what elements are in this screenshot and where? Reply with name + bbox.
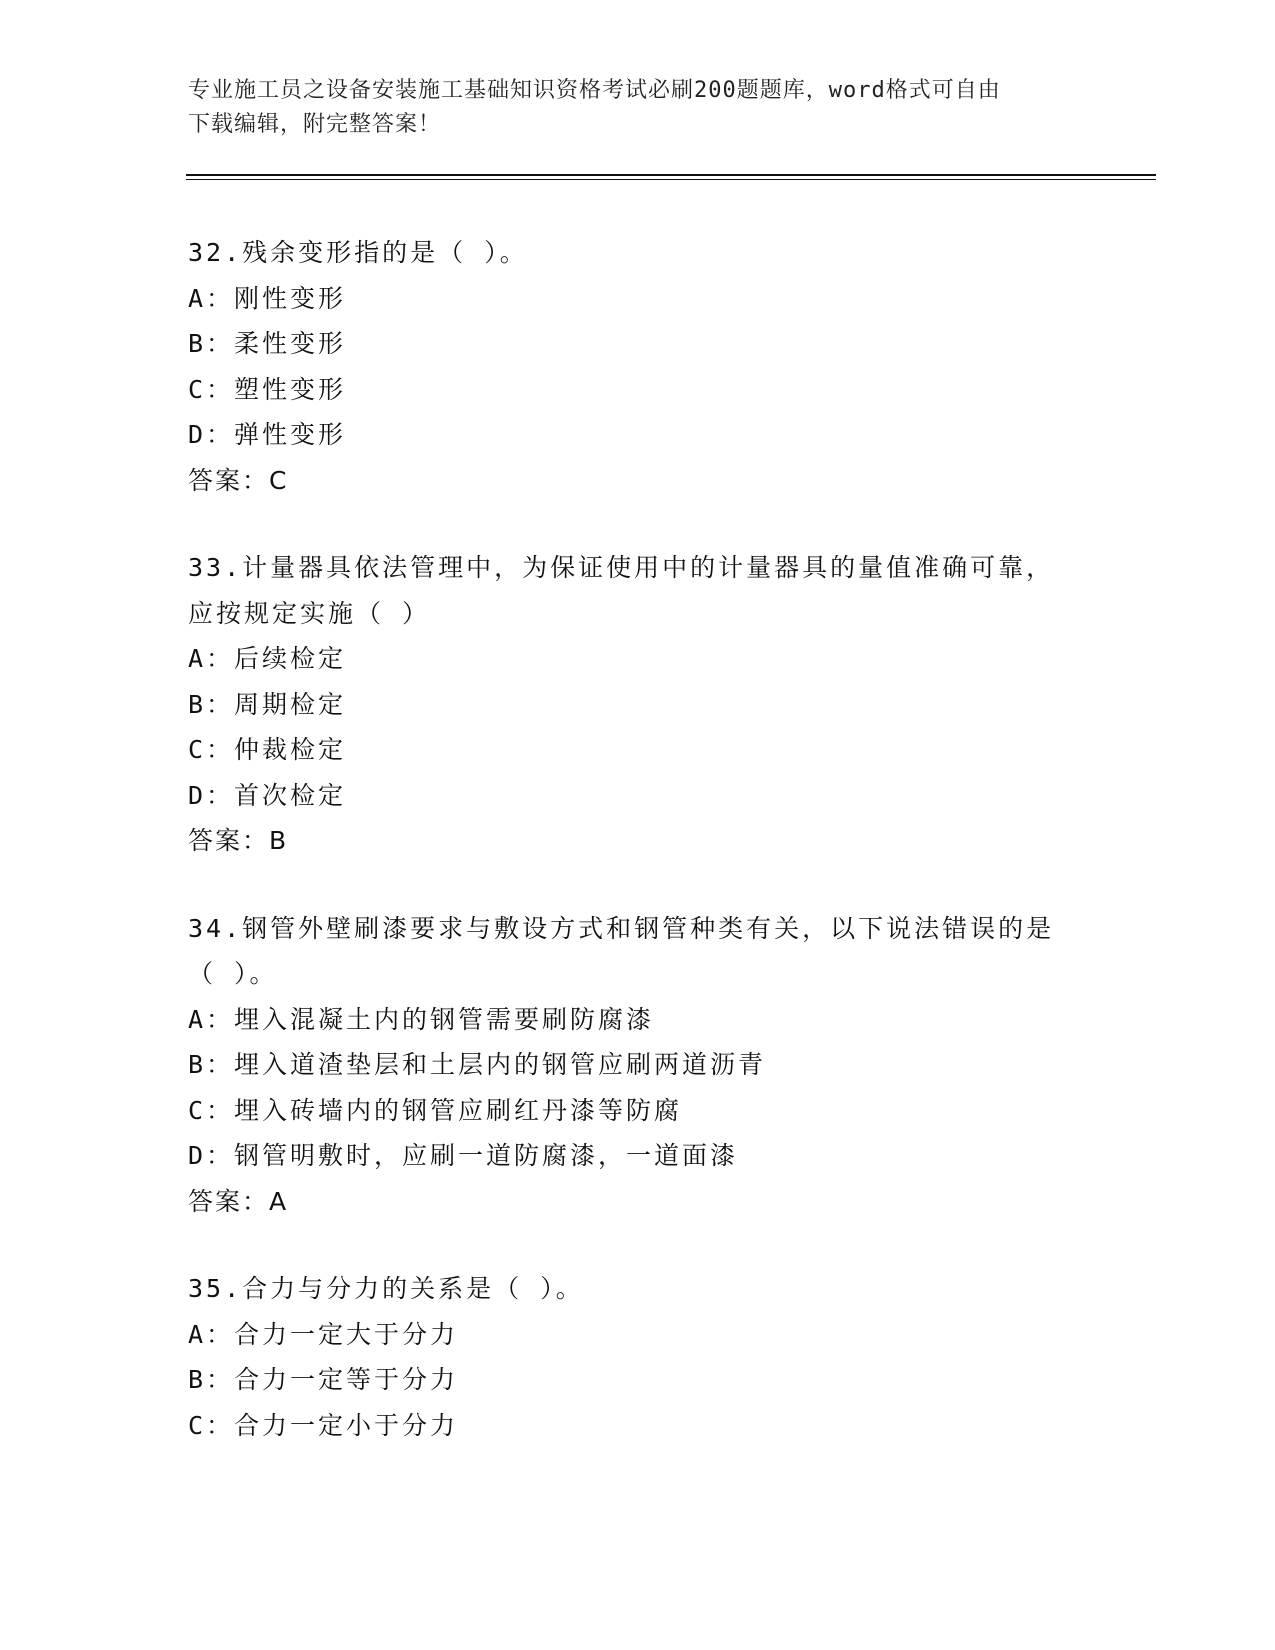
option-c: C：合力一定小于分力	[188, 1410, 459, 1440]
document-header	[188, 74, 1068, 142]
question-35	[188, 1266, 1088, 1448]
answer: 答案：A	[188, 1186, 289, 1216]
option-c: C：仲裁检定	[188, 735, 347, 764]
question-stem-line-1: 33.计量器具依法管理中，为保证使用中的计量器具的量值准确可靠，	[188, 553, 1055, 582]
question-stem-line-2: 应按规定实施（ ）	[188, 598, 431, 628]
question-stem: 32.残余变形指的是（ ）。	[188, 238, 528, 267]
option-d: D：钢管明敷时，应刷一道防腐漆，一道面漆	[188, 1141, 739, 1170]
option-b: B：柔性变形	[188, 329, 347, 358]
option-a: A：埋入混凝土内的钢管需要刷防腐漆	[188, 1004, 655, 1034]
question-34	[188, 906, 1088, 1225]
option-d: D：弹性变形	[188, 420, 347, 449]
option-c: C：埋入砖墙内的钢管应刷红丹漆等防腐	[188, 1095, 683, 1125]
answer: 答案：C	[188, 465, 289, 495]
question-32	[188, 230, 1088, 503]
option-b: B：周期检定	[188, 689, 347, 719]
option-a: A：合力一定大于分力	[188, 1319, 459, 1349]
option-d: D：首次检定	[188, 780, 347, 810]
header-line-1: 专业施工员之设备安装施工基础知识资格考试必刷200题题库，word格式可自由	[188, 78, 1001, 103]
option-b: B：埋入道渣垫层和土层内的钢管应刷两道沥青	[188, 1050, 767, 1079]
question-33	[188, 545, 1088, 864]
question-list	[188, 230, 1088, 1490]
header-divider	[186, 174, 1156, 180]
answer: 答案：B	[188, 826, 289, 855]
option-a: A：后续检定	[188, 644, 347, 673]
question-stem-line-1: 34.钢管外壁刷漆要求与敷设方式和钢管种类有关，以下说法错误的是	[188, 913, 1055, 943]
option-c: C：塑性变形	[188, 374, 347, 404]
option-a: A：刚性变形	[188, 283, 347, 313]
question-stem-line-2: （ ）。	[188, 959, 278, 988]
option-b: B：合力一定等于分力	[188, 1365, 459, 1394]
question-stem: 35.合力与分力的关系是（ ）。	[188, 1274, 584, 1303]
header-line-2: 下载编辑，附完整答案！	[188, 112, 442, 137]
